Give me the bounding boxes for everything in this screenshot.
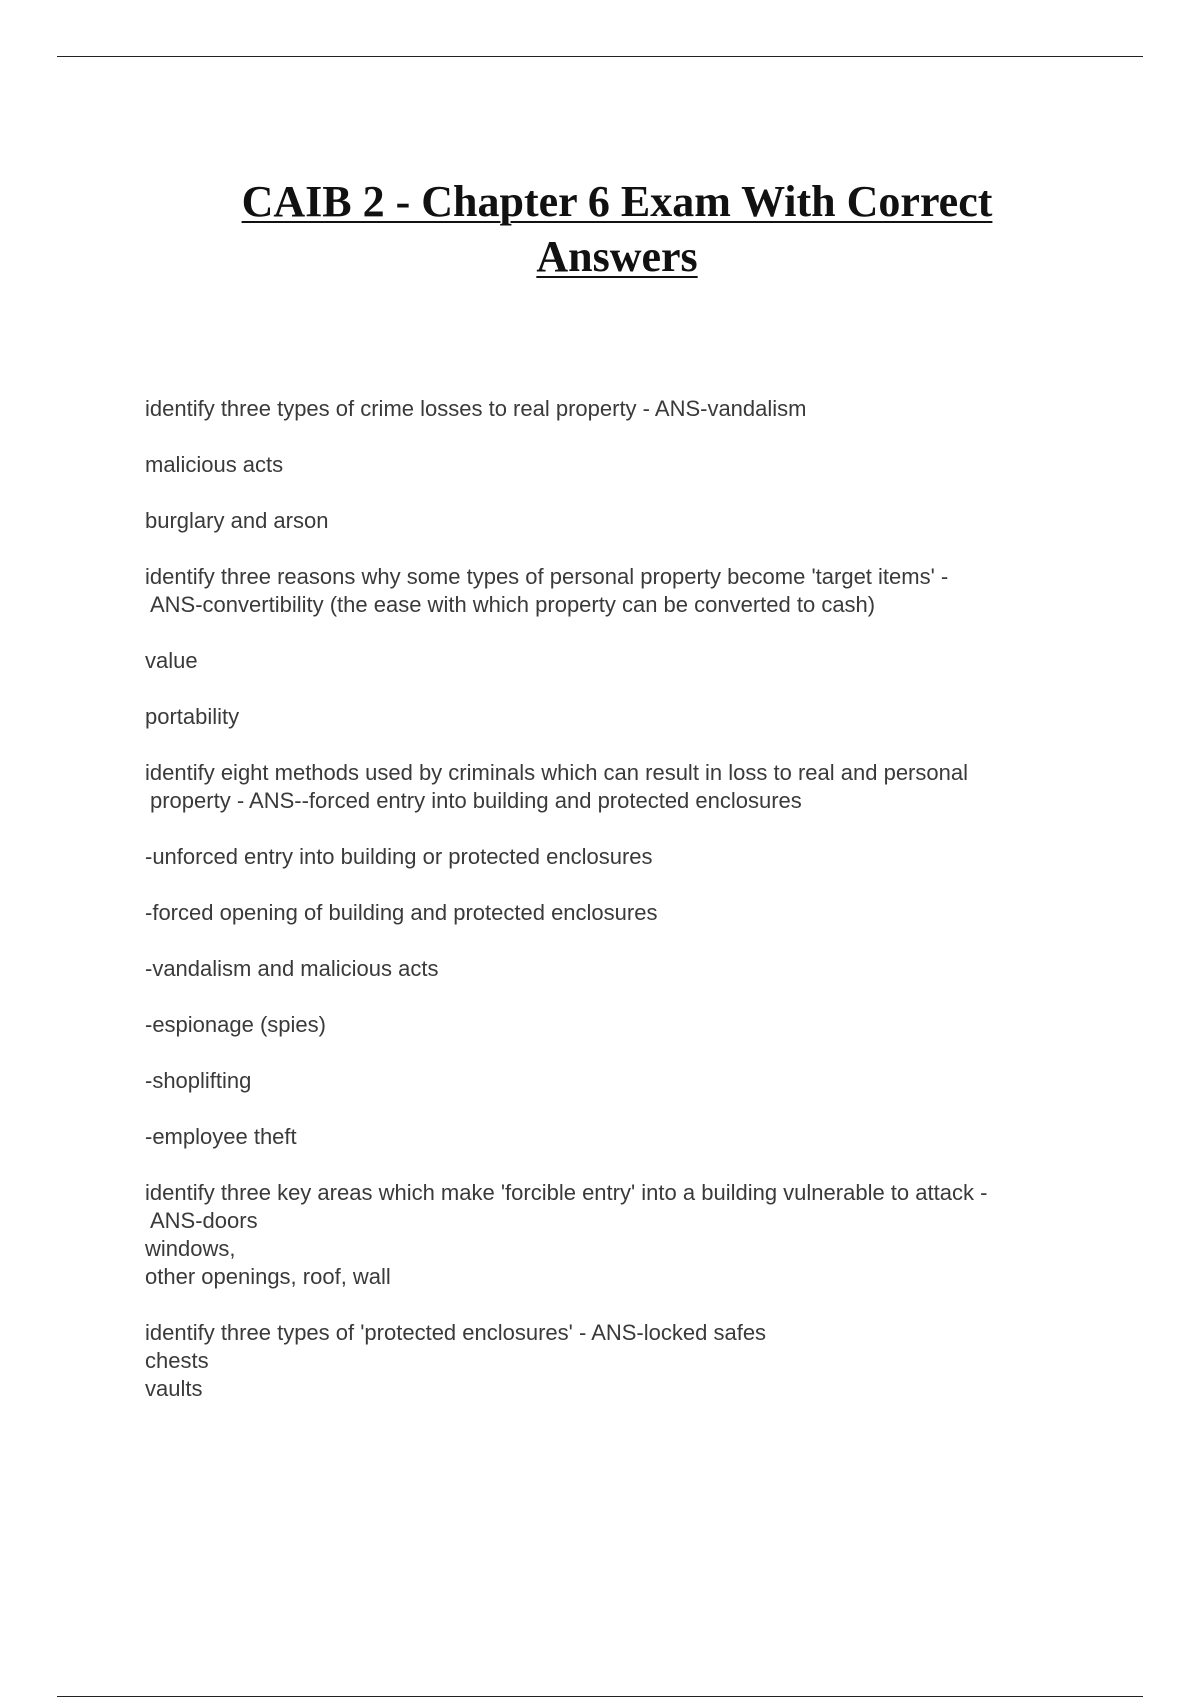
text-line: -espionage (spies) — [145, 1012, 326, 1037]
text-line: -vandalism and malicious acts — [145, 956, 439, 981]
paragraph — [145, 1319, 1085, 1403]
text-line: other openings, roof, wall — [145, 1264, 391, 1289]
text-line: portability — [145, 704, 240, 729]
text-line: value — [145, 648, 198, 673]
paragraph — [145, 1067, 1085, 1095]
text-line: identify three types of 'protected enclosures' - ANS-locked safes — [145, 1320, 767, 1345]
text-line: ANS-convertibility (the ease with which property can be converted to cash) — [150, 592, 876, 617]
text-line: windows, — [145, 1236, 236, 1261]
paragraph — [145, 1123, 1085, 1151]
paragraph — [145, 507, 1085, 535]
paragraph — [145, 843, 1085, 871]
text-line: -forced opening of building and protected enclosures — [145, 900, 658, 925]
paragraph — [145, 703, 1085, 731]
text-line: -shoplifting — [145, 1068, 252, 1093]
page-title — [150, 174, 1084, 284]
paragraph — [145, 647, 1085, 675]
text-line: malicious acts — [145, 452, 284, 477]
top-rule — [57, 56, 1143, 57]
text-line: identify three key areas which make 'forcible entry' into a building vulnerable to attack - — [145, 1180, 988, 1205]
paragraph — [145, 1179, 1085, 1291]
paragraph — [145, 1011, 1085, 1039]
paragraph — [145, 563, 1085, 619]
text-line: identify three reasons why some types of personal property become 'target items' - — [145, 564, 949, 589]
title-line-1: CAIB 2 - Chapter 6 Exam With Correct — [241, 177, 993, 226]
title-line-2: Answers — [536, 232, 698, 281]
text-line: burglary and arson — [145, 508, 329, 533]
text-line: property - ANS--forced entry into building and protected enclosures — [150, 788, 802, 813]
bottom-rule — [57, 1696, 1143, 1697]
text-line: -employee theft — [145, 1124, 297, 1149]
document-body — [145, 395, 1085, 1431]
paragraph — [145, 759, 1085, 815]
paragraph — [145, 899, 1085, 927]
text-line: chests — [145, 1348, 209, 1373]
text-line: identify three types of crime losses to real property - ANS-vandalism — [145, 396, 807, 421]
paragraph — [145, 451, 1085, 479]
paragraph — [145, 955, 1085, 983]
text-line: ANS-doors — [150, 1208, 258, 1233]
paragraph — [145, 395, 1085, 423]
text-line: vaults — [145, 1376, 203, 1401]
text-line: -unforced entry into building or protected enclosures — [145, 844, 653, 869]
text-line: identify eight methods used by criminals which can result in loss to real and personal — [145, 760, 968, 785]
